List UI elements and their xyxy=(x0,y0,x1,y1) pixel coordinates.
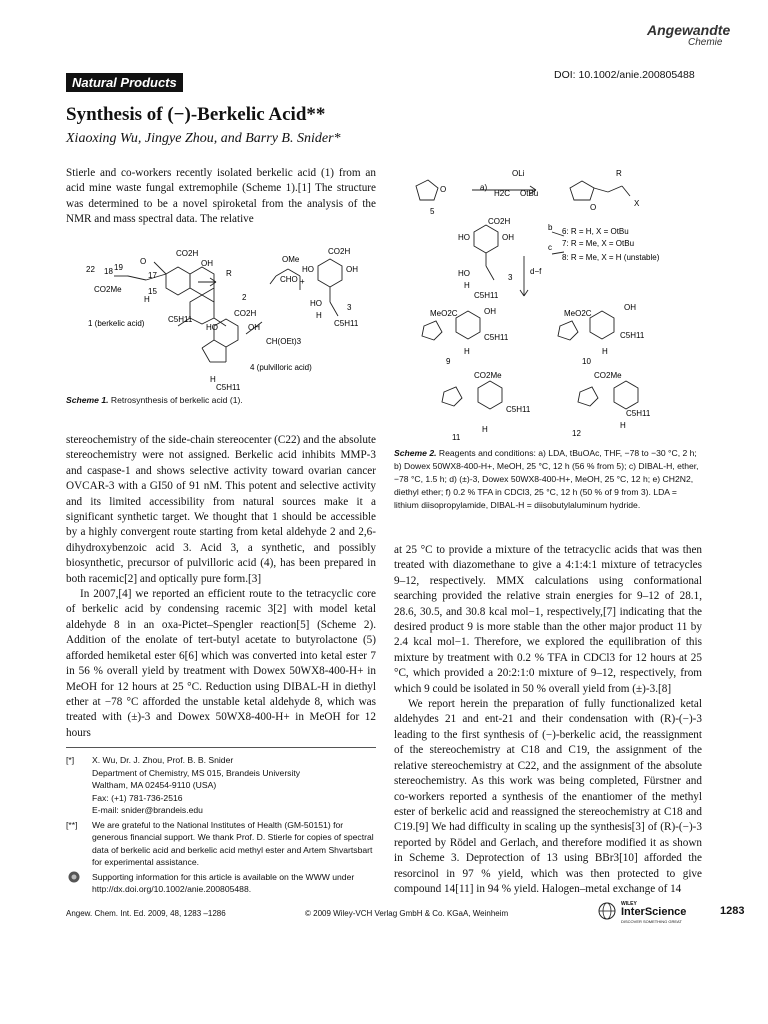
s2-label: R xyxy=(616,169,622,178)
scheme-2-figure xyxy=(394,166,706,444)
s1-label: R xyxy=(226,269,232,278)
caption-text: Retrosynthesis of berkelic acid (1). xyxy=(110,395,243,405)
s1-label: H xyxy=(210,375,216,384)
affiliation-line: Fax: (+1) 781-736-2516 xyxy=(92,792,183,803)
s1-label: + xyxy=(300,277,305,286)
scheme-2-caption xyxy=(394,447,704,512)
body-right xyxy=(394,543,702,897)
footnote-mark: [*] xyxy=(66,755,75,765)
footer-citation: Angew. Chem. Int. Ed. 2009, 48, 1283 –1286 xyxy=(66,909,226,918)
s2-label: 9 xyxy=(446,357,451,366)
s1-label: H xyxy=(316,311,322,320)
s1-label: 18 xyxy=(104,267,113,276)
s2-label: CO2H xyxy=(488,217,511,226)
s1-label: CO2Me xyxy=(94,285,122,294)
body-left xyxy=(66,433,376,741)
s2-label: CO2Me xyxy=(594,371,622,380)
s2-label: C5H11 xyxy=(506,405,531,414)
footnote-mark: [**] xyxy=(66,819,78,830)
publisher-small: WILEY xyxy=(621,901,637,907)
caption-label: Scheme 1. xyxy=(66,395,109,405)
s2-label: OtBu xyxy=(520,189,539,198)
supporting-info[interactable]: Supporting information for this article is available on the WWW under http://dx.doi.org/10.1002/anie.200805488. xyxy=(92,871,355,894)
s2-label: H2C xyxy=(494,189,511,198)
s1-label: 15 xyxy=(148,287,157,296)
s2-label: 12 xyxy=(572,429,581,438)
s2-label: 8: R = Me, X = H (unstable) xyxy=(562,253,660,262)
s1-label: C5H11 xyxy=(334,319,359,328)
s2-label: C5H11 xyxy=(484,333,509,342)
s2-label: C5H11 xyxy=(626,409,651,418)
s2-label: H xyxy=(602,347,608,356)
affiliation-line: Department of Chemistry, MS 015, Brandeis University xyxy=(92,767,301,778)
paragraph: We report herein the preparation of fully functionalized ketal aldehydes 21 and ent-21 and their condensation with (R)-(−)-3 leading to the first synthesis of (−)-berkelic acid, the reassignment of the stereochemistry at C18 and C19, the assignment of the relative stereochemistry at C22, and the assignment of the absolute stereochemistry. As this work was being completed, Fürstner and co-workers reported a synthesis of the enantiomer of the methyl ester of berkelic acid and reassigned the stereochemistry at C18 and C19.[9] We had difficulty in scaling up the synthesis[3] of (R)-(−)-3 reported by Rödel and Gerlach, and therefore modified it as shown in Scheme 3. Deprotection of 13 using BBr3[10] afforded the resorcinol in 97 % yield, which was then protected to give compound 14[11] in 94 % yield. Halogen–metal exchange of 14 xyxy=(394,698,702,895)
s1-label: 3 xyxy=(347,303,352,312)
publisher: InterScience xyxy=(621,906,687,918)
caption-label: Scheme 2. xyxy=(394,448,437,458)
s2-label: H xyxy=(464,347,470,356)
s2-label: OLi xyxy=(512,169,525,178)
s2-label: OH xyxy=(484,307,496,316)
footer-copyright: © 2009 Wiley-VCH Verlag GmbH & Co. KGaA, Weinheim xyxy=(305,909,509,918)
s1-label: O xyxy=(140,257,147,266)
journal-logo-sub: Chemie xyxy=(688,37,723,48)
s2-label: 7: R = Me, X = OtBu xyxy=(562,239,635,248)
authors: Xiaoxing Wu, Jingye Zhou, and Barry B. Snider* xyxy=(66,131,341,146)
caption-text: Reagents and conditions: a) LDA, tBuOAc, THF, −78 to −30 °C, 2 h; b) Dowex 50WX8-400-H+, MeOH, 25 °C, 12 h (56 % from 5); c) DIBAL-H, ether, −78 °C, 1.5 h; d) (±)-3, Dowex 50WX8-400-H+, MeOH, 25 °C, 12 h; e) CH2N2, diethyl ether; f) 0.2 % TFA in CDCl3, 25 °C, 12 h (50 % of 9 from 3). LDA = lithium diisopropylamide, DIBAL-H = diisobutylaluminum hydride. xyxy=(394,448,699,510)
s1-label: 22 xyxy=(86,265,95,274)
s2-label: 10 xyxy=(582,357,591,366)
page-number: 1283 xyxy=(720,905,745,917)
s1-label: CO2H xyxy=(176,249,199,258)
s1-label: HO xyxy=(206,323,218,332)
affiliation-line: Waltham, MA 02454-9110 (USA) xyxy=(92,780,217,790)
s2-label: c xyxy=(548,243,552,252)
s2-label: HO xyxy=(458,269,470,278)
journal-logo: Angewandte xyxy=(647,22,731,38)
s2-label: H xyxy=(482,425,488,434)
s2-label: H xyxy=(464,281,470,290)
s2-label: OH xyxy=(502,233,514,242)
footnotes xyxy=(66,754,376,896)
s1-label: HO xyxy=(310,299,322,308)
paragraph: In 2007,[4] we reported an efficient route to the tetracyclic core of berkelic acid by condensing racemic 3[2] with model ketal aldehyde 8 in an oxa-Pictet–Spengler reaction[5] (Scheme 2). Addition of the enolate of tert-butyl acetate to butyrolactone (5) afforded hemiketal ester 6[6] which was converted into ketal ester 7 in 56 % overall yield by treatment with Dowex 50WX8-400-H+ in MeOH for 12 hours at 25 °C. Reduction using DIBAL-H in diethyl ether at −78 °C afforded the unstable ketal aldehyde 8, which was treated with (±)-3 and Dowex 50WX8-400-H+ in MeOH for 12 hours xyxy=(66,588,376,739)
s2-label: C5H11 xyxy=(474,291,499,300)
affiliation-email[interactable]: E-mail: snider@brandeis.edu xyxy=(92,805,203,815)
s2-label: MeO2C xyxy=(430,309,458,318)
article-title: Synthesis of (−)-Berkelic Acid** xyxy=(66,104,326,125)
paragraph: stereochemistry of the side-chain stereocenter (C22) and the absolute stereochemistry were not assigned. Berkelic acid inhibits MMP-3 and caspase-1 and shows selective activity toward ovarian cancer OVCAR-3 with a GI50 of 91 nM. This potent and selective activity and its limited accessibility from natural sources make it a significant synthetic target. We thought that 1 should be accessible by a highly convergent route starting from ketal aldehyde 2 and 2,6-dihydroxybenzoic acid 3. Acid 3, a synthetic, and possibly biosynthetic, precursor of pulvilloric acid (4), has been prepared in both racemic[2] and optically pure form.[3] xyxy=(66,434,376,585)
intro-paragraph: Stierle and co-workers recently isolated berkelic acid (1) from an acid mine waste fungal extremophile (Scheme 1).[1] The structure was determined to be a novel spiroketal from the analysis of the NMR and mass spectral data. The relative xyxy=(66,167,376,226)
s1-label: OH xyxy=(201,259,213,268)
s1-label: 19 xyxy=(114,263,123,272)
s2-label: b xyxy=(548,223,553,232)
affiliation-line: X. Wu, Dr. J. Zhou, Prof. B. B. Snider xyxy=(92,755,234,765)
paragraph: at 25 °C to provide a mixture of the tetracyclic acids that was then treated with diazomethane to give a 4:1:4:1 mixture of tetracycles 9–12, respectively. MMX calculations using conformational searching provided the relative strain energies for 9–12 of 28.1, 28.6, 30.5, and 30.8 kcal mol−1, respectively,[7] indicating that the desired product 9 is more stable than the other major product 11 by 2.4 kcal mol−1. Therefore, we explored the equilibration of this mixture by treatment with 0.2 % TFA in CDCl3 for 12 hours at 25 °C, which provided a 20:2:1:0 mixture of 9–12, respectively, from which 9 could be isolated in 50 % overall yield from (±)-3.[8] xyxy=(394,544,702,695)
supporting-info-icon xyxy=(66,871,92,896)
s2-label: d−f xyxy=(530,267,542,276)
scheme-1-caption xyxy=(66,394,376,407)
s1-label: CH(OEt)3 xyxy=(266,337,302,346)
s2-label: a) xyxy=(480,183,488,192)
doi[interactable]: DOI: 10.1002/anie.200805488 xyxy=(554,69,695,81)
s1-label: CO2H xyxy=(234,309,257,318)
s1-label: CHO xyxy=(280,275,298,284)
s1-label: 17 xyxy=(148,271,157,280)
s2-label: H xyxy=(620,421,626,430)
s1-label: OMe xyxy=(282,255,300,264)
s2-label: 11 xyxy=(452,433,461,442)
s1-label: 4 (pulvilloric acid) xyxy=(250,363,312,372)
s1-label: 2 xyxy=(242,293,247,302)
s1-label: OH xyxy=(248,323,260,332)
s2-label: X xyxy=(634,199,640,208)
s2-label: CO2Me xyxy=(474,371,502,380)
s2-label: 3 xyxy=(508,273,513,282)
s2-label: O xyxy=(590,203,597,212)
footnote-divider xyxy=(66,747,376,748)
globe-icon xyxy=(597,901,617,921)
s2-label: 6: R = H, X = OtBu xyxy=(562,227,629,236)
section-tag: Natural Products xyxy=(66,73,183,92)
s2-label: C5H11 xyxy=(620,331,645,340)
s1-label: C5H11 xyxy=(216,383,241,392)
scheme-1-figure xyxy=(66,244,378,392)
s1-label: 1 (berkelic acid) xyxy=(88,319,145,328)
s1-label: H xyxy=(144,295,150,304)
s2-label: 5 xyxy=(430,207,435,216)
s2-label: O xyxy=(440,185,447,194)
s2-label: OH xyxy=(624,303,636,312)
s2-label: MeO2C xyxy=(564,309,592,318)
s1-label: OH xyxy=(346,265,358,274)
s2-label: HO xyxy=(458,233,470,242)
s1-label: C5H11 xyxy=(168,315,193,324)
acknowledgement: We are grateful to the National Institutes of Health (GM-50151) for generous financial support. We thank Prof. D. Stierle for copies of spectral data of berkelic acid and berkelic acid methyl ester and Artem Shvartsbart for experimental assistance. xyxy=(92,819,374,867)
publisher-tag: DISCOVER SOMETHING GREAT xyxy=(621,919,682,924)
s1-label: CO2H xyxy=(328,247,351,256)
s1-label: HO xyxy=(302,265,314,274)
